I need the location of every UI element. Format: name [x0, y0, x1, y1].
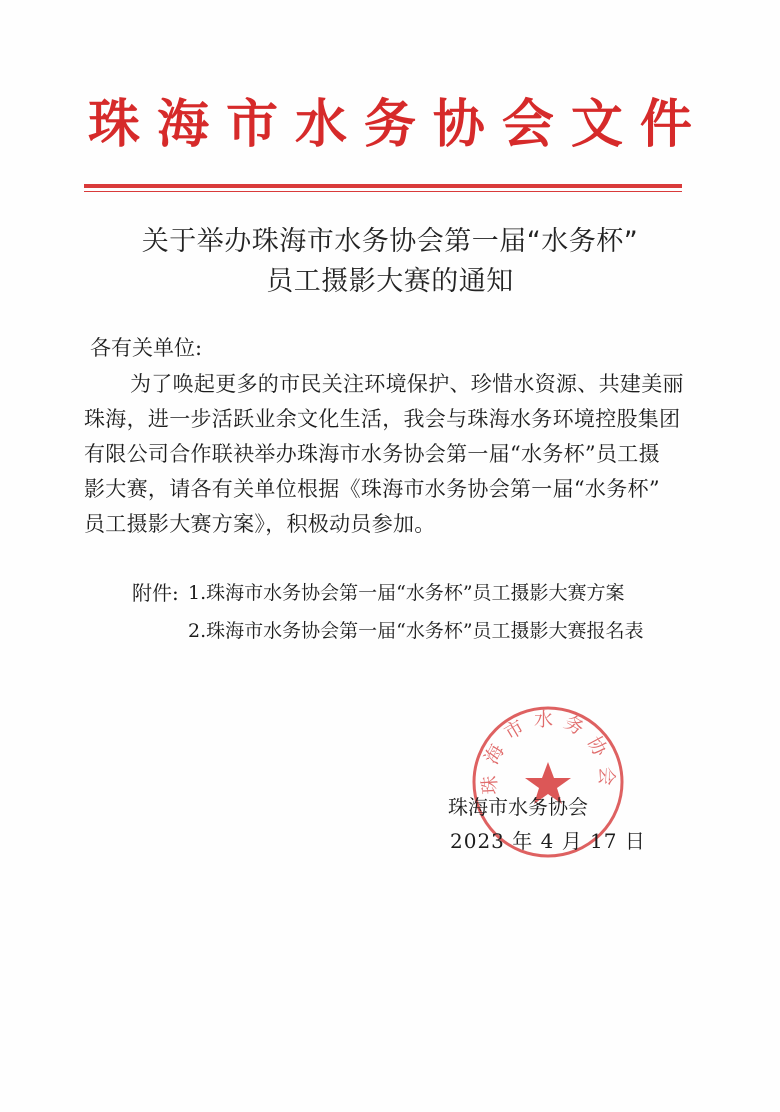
masthead-char: 海 [156, 95, 209, 155]
header-divider [84, 184, 682, 188]
signature-organization: 珠海市水务协会 [448, 795, 588, 819]
body-paragraph-line: 有限公司合作联袂举办珠海市水务协会第一届“水务杯”员工摄 [84, 442, 660, 466]
body-paragraph-line: 影大赛，请各有关单位根据《珠海市水务协会第一届“水务杯” [84, 477, 660, 501]
body-paragraph-line: 珠海，进一步活跃业余文化生活，我会与珠海水务环境控股集团 [84, 407, 681, 431]
body-paragraph-line: 员工摄影大赛方案》，积极动员参加。 [84, 512, 436, 536]
masthead-char: 协 [432, 95, 485, 155]
salutation: 各有关单位: [90, 336, 203, 360]
attachment-item: 2.珠海市水务协会第一届“水务杯”员工摄影大赛报名表 [188, 620, 644, 642]
document-title [0, 222, 780, 302]
masthead-char: 珠 [88, 95, 141, 155]
seal-text-path: 珠海市水务协会 [478, 708, 618, 796]
masthead-char: 会 [501, 95, 554, 155]
masthead-char: 市 [225, 95, 278, 155]
masthead-char: 水 [294, 95, 347, 155]
document-title-line: 员工摄影大赛的通知 [266, 266, 514, 297]
attachment-item: 1.珠海市水务协会第一届“水务杯”员工摄影大赛方案 [188, 582, 625, 604]
masthead [88, 82, 692, 168]
body-paragraph-line: 为了唤起更多的市民关注环境保护、珍惜水资源、共建美丽 [130, 372, 684, 396]
header-divider-thin [84, 191, 682, 192]
document-title-line: 关于举办珠海市水务协会第一届“水务杯” [141, 226, 639, 257]
signature-date: 2023 年 4 月 17 日 [450, 829, 646, 853]
masthead-char: 务 [363, 95, 416, 155]
masthead-char: 件 [639, 95, 692, 155]
masthead-char: 文 [570, 95, 623, 155]
attachments-label: 附件: [132, 581, 179, 605]
